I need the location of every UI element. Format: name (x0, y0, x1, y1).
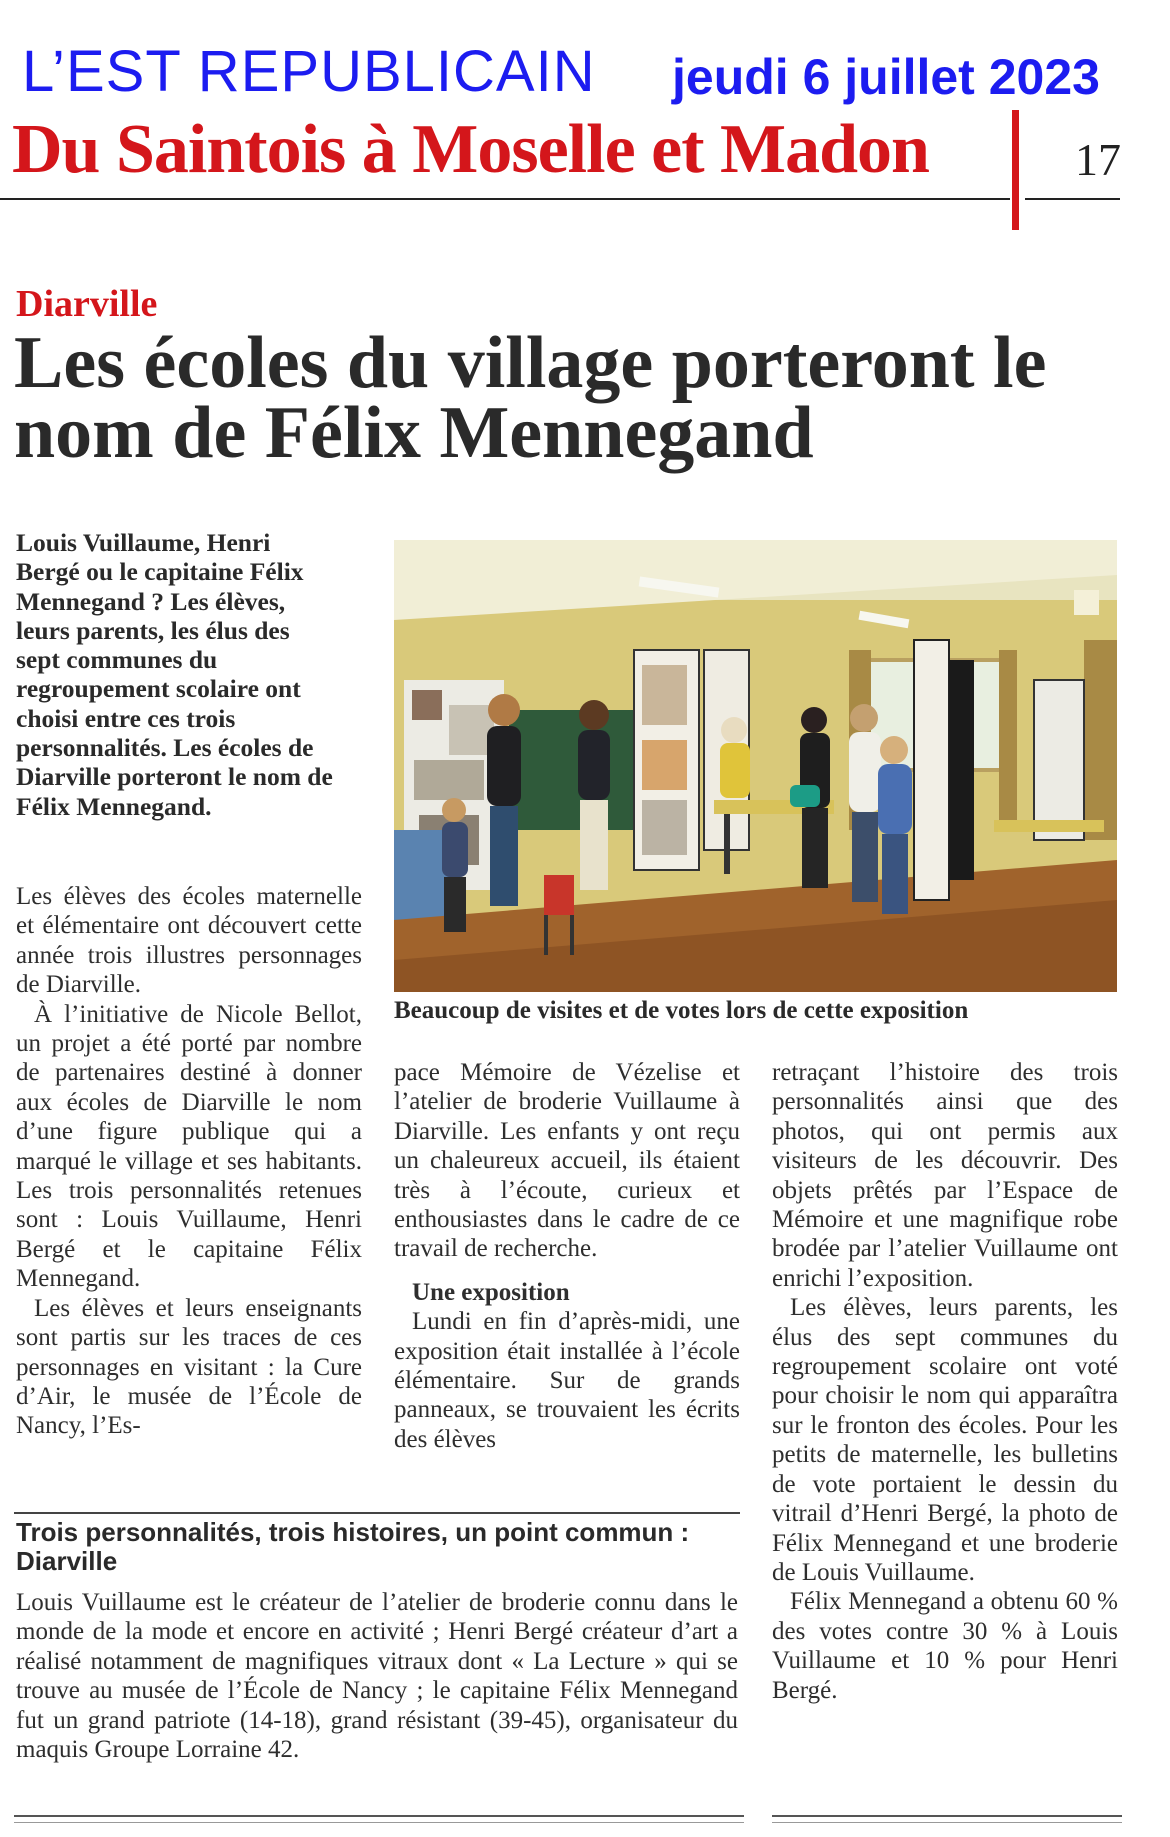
article-paragraph: Les élèves et leurs enseignants sont partis sur les traces de ces personnages en visitant : la Cure d’Air, le musée de l’École de Nancy, l’Es- (16, 1294, 362, 1440)
article-subheading: Une exposition (412, 1278, 570, 1306)
box-title: Trois personnalités, trois histoires, un point commun : Diarville (16, 1517, 690, 1576)
article-paragraph: À l’initiative de Nicole Bellot, un projet a été porté par nombre de partenaires destiné à donner aux écoles de Diarville le nom d’une figure publique qui a marqué le village et ses habitants. Les trois personnalités retenues sont : Louis Vuillaume, Henri Bergé et le capitaine Félix Mennegand. (16, 1000, 362, 1293)
article-column-3 (772, 1058, 1118, 1705)
section-title: Du Saintois à Moselle et Madon (12, 111, 929, 188)
box-body (16, 1588, 738, 1764)
exhibition-photo (394, 540, 1117, 992)
article-paragraph: pace Mémoire de Vézelise et l’atelier de broderie Vuillaume à Diarville. Les enfants y ont reçu un chaleureux accueil, ils étaient très à l’écoute, curieux et enthousiastes dans le cadre de ce travail de recherche. (394, 1059, 740, 1263)
article-paragraph: Lundi en fin d’après-midi, une exposition était installée à l’école élémentaire. Sur de grands panneaux, se trouvaient les écrits des élèves (394, 1308, 740, 1453)
newspaper-name: L’EST REPUBLICAIN (22, 39, 596, 104)
footer-rule-right (772, 1815, 1122, 1817)
box-paragraph: Louis Vuillaume est le créateur de l’atelier de broderie connu dans le monde de la mode et encore en activité ; Henri Bergé créateur d’art a réalisé notamment de magnifiques vitraux dont « La Lecture » qui se trouve au musée de l’École de Nancy ; le capitaine Félix Mennegand fut un grand patriote (14-18), grand résistant (39-45), organisateur du maquis Groupe Lorraine 42. (16, 1589, 738, 1764)
page-number: 17 (1075, 134, 1121, 185)
article-lead: Louis Vuillaume, Henri Bergé ou le capitaine Félix Mennegand ? Les élèves, leurs parents, les élus des sept communes du regroupement scolaire ont choisi entre ces trois personnalités. Les écoles de Diarville porteront le nom de Félix Mennegand. (16, 528, 333, 821)
footer-rule-right-thin (772, 1822, 1122, 1823)
article-kicker: Diarville (16, 283, 158, 325)
article-column-1 (16, 882, 362, 1441)
footer-rule-thin (14, 1822, 744, 1823)
article-paragraph: Félix Mennegand a obtenu 60 % des votes contre 30 % à Louis Vuillaume et 10 % pour Henri Bergé. (772, 1588, 1118, 1704)
box-top-rule (14, 1512, 740, 1514)
section-divider-bar (1012, 110, 1019, 230)
article-column-2 (394, 1058, 740, 1454)
publication-date: jeudi 6 juillet 2023 (672, 49, 1100, 105)
photo-caption: Beaucoup de visites et de votes lors de cette exposition (394, 997, 969, 1024)
header-rule (0, 198, 1010, 200)
exhibition-photo-illustration (394, 540, 1117, 992)
article-paragraph: Les élèves des écoles maternelle et élémentaire ont découvert cette année trois illustres personnages de Diarville. (16, 883, 362, 999)
footer-rule (14, 1815, 744, 1817)
article-paragraph: Les élèves, leurs parents, les élus des sept communes du regroupement scolaire ont voté pour choisir le nom qui apparaîtra sur le fronton des écoles. Pour les petits de maternelle, les bulletins de vote portaient le dessin du vitrail d’Henri Bergé, la photo de Félix Mennegand et une broderie de Louis Vuillaume. (772, 1294, 1118, 1586)
article-paragraph: retraçant l’histoire des trois personnalités ainsi que des photos, qui ont permis aux visiteurs de les découvrir. Des objets prêtés par l’Espace de Mémoire et une magnifique robe brodée par l’atelier Vuillaume ont enrichi l’exposition. (772, 1059, 1118, 1292)
article-headline: Les écoles du village porteront le nom de Félix Mennegand (14, 322, 1047, 474)
header-rule-right (1025, 198, 1120, 200)
